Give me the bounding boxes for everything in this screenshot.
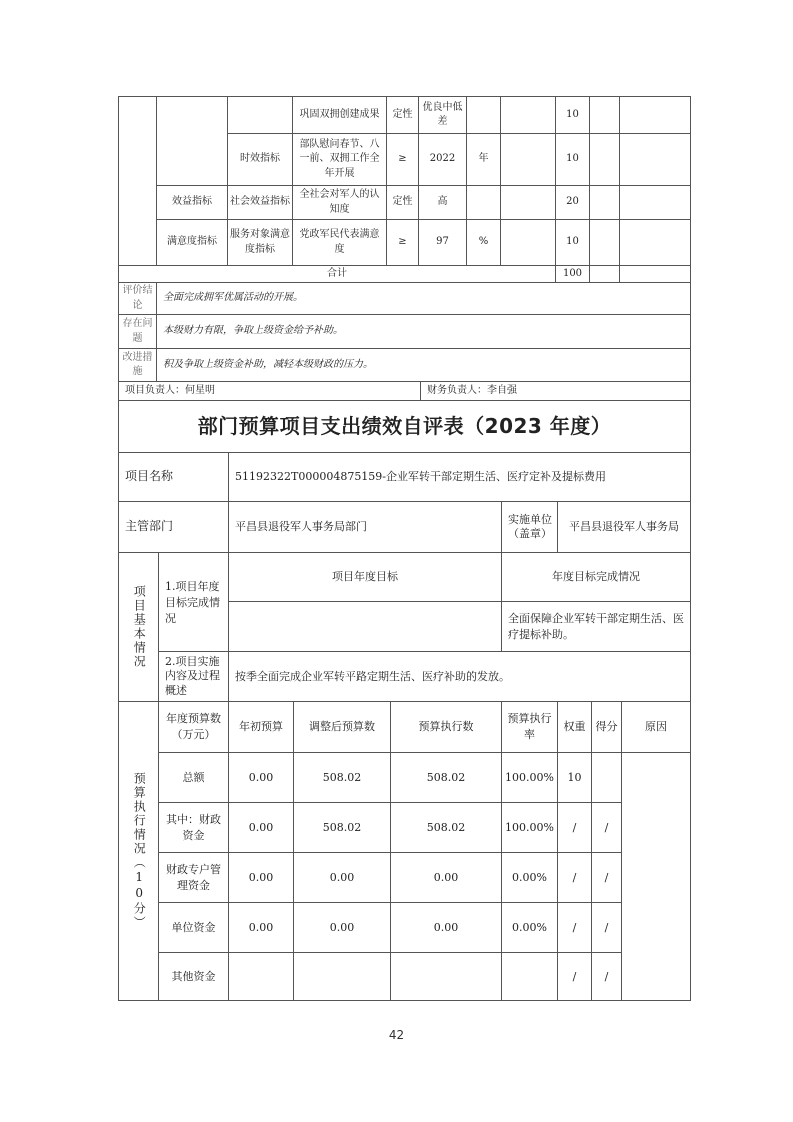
reason-cell: [619, 133, 691, 186]
budget-header: 权重: [557, 701, 592, 753]
budget-initial: [228, 952, 294, 1001]
unit-cell: %: [466, 219, 501, 266]
budget-rate: 100.00%: [501, 752, 558, 803]
budget-weight: /: [557, 952, 592, 1001]
completion-text: 全面保障企业军转干部定期生活、医疗提标补助。: [501, 601, 691, 652]
total-reason: [619, 265, 691, 283]
total-score: [589, 265, 620, 283]
page-number: 42: [388, 1028, 405, 1042]
budget-row-name: 其他资金: [158, 952, 229, 1001]
weight-cell: 10: [555, 219, 590, 266]
indicator-cell: 部队慰问春节、八一前、双拥工作全年开展: [292, 133, 387, 186]
target-cell: 高: [418, 185, 467, 220]
level2-cell: 满意度指标: [156, 219, 228, 266]
actual-cell: [500, 219, 556, 266]
budget-header: 原因: [621, 701, 691, 753]
weight-cell: 10: [555, 96, 590, 134]
score-cell: [589, 133, 620, 186]
budget-score: /: [591, 952, 622, 1001]
budget-adjusted: [293, 952, 391, 1001]
improvements-text: 积及争取上级资金补助，减轻本级财政的压力。: [156, 348, 691, 382]
level1-cell: [118, 96, 157, 266]
problems-label: 存在问题: [118, 314, 157, 349]
budget-weight: 10: [557, 752, 592, 803]
operator-cell: ≥: [386, 219, 419, 266]
score-cell: [589, 219, 620, 266]
level3-cell: [227, 96, 293, 134]
total-label: 合计: [118, 265, 556, 283]
budget-row-name: 总额: [158, 752, 229, 803]
unit-cell: [466, 185, 501, 220]
weight-cell: 10: [555, 133, 590, 186]
budget-header: 调整后预算数: [293, 701, 391, 753]
reason-cell: [619, 219, 691, 266]
target-cell: 97: [418, 219, 467, 266]
target-cell: 优良中低差: [418, 96, 467, 134]
reason-cell: [619, 185, 691, 220]
budget-row-name: 财政专户管理资金: [158, 852, 229, 903]
level3-cell: 时效指标: [227, 133, 293, 186]
goal-label: 1.项目年度目标完成情况: [158, 552, 229, 652]
budget-initial: 0.00: [228, 902, 294, 953]
level3-cell: 服务对象满意度指标: [227, 219, 293, 266]
budget-executed: [390, 952, 502, 1001]
project-leader: 项目负责人：何星明: [118, 381, 421, 401]
budget-reason: [621, 752, 691, 1001]
budget-rate: 0.00%: [501, 902, 558, 953]
budget-initial: 0.00: [228, 852, 294, 903]
finance-leader: 财务负责人：李自强: [420, 381, 691, 401]
budget-executed: 0.00: [390, 902, 502, 953]
budget-section-label: [118, 701, 159, 1001]
level2-cell: [156, 96, 228, 186]
project-name-label: 项目名称: [118, 452, 229, 502]
indicator-cell: 党政军民代表满意度: [292, 219, 387, 266]
budget-header: 得分: [591, 701, 622, 753]
budget-score: /: [591, 902, 622, 953]
dept-value: 平昌县退役军人事务局部门: [228, 501, 502, 553]
impl-unit-label: 实施单位（盖章）: [501, 501, 558, 553]
weight-cell: 20: [555, 185, 590, 220]
content-text: 按季全面完成企业军转平路定期生活、医疗补助的发放。: [228, 651, 691, 702]
budget-adjusted: 508.02: [293, 802, 391, 853]
budget-row-name: 其中：财政资金: [158, 802, 229, 853]
basic-info-section-label: [118, 552, 159, 702]
completion-header: 年度目标完成情况: [501, 552, 691, 602]
budget-weight: /: [557, 802, 592, 853]
budget-header: 预算执行数: [390, 701, 502, 753]
budget-executed: 508.02: [390, 752, 502, 803]
evaluation-text: 全面完成拥军优属活动的开展。: [156, 282, 691, 315]
impl-unit-value: 平昌县退役军人事务局: [557, 501, 691, 553]
budget-score: [591, 752, 622, 803]
level2-cell: 效益指标: [156, 185, 228, 220]
problems-text: 本级财力有限，争取上级资金给予补助。: [156, 314, 691, 349]
budget-weight: /: [557, 852, 592, 903]
budget-header: 年初预算: [228, 701, 294, 753]
operator-cell: 定性: [386, 185, 419, 220]
dept-label: 主管部门: [118, 501, 229, 553]
goal-header: 项目年度目标: [228, 552, 502, 602]
budget-rate: 100.00%: [501, 802, 558, 853]
indicator-cell: 巩固双拥创建成果: [292, 96, 387, 134]
budget-adjusted: 508.02: [293, 752, 391, 803]
budget-header: 年度预算数（万元）: [158, 701, 229, 753]
indicator-cell: 全社会对军人的认知度: [292, 185, 387, 220]
budget-rate: [501, 952, 558, 1001]
total-weight: 100: [555, 265, 590, 283]
project-name-value: 51192322T000004875159-企业军转干部定期生活、医疗定补及提标费用: [228, 452, 691, 502]
budget-section-text: 预算执行情况（10分）: [132, 772, 147, 930]
budget-initial: 0.00: [228, 802, 294, 853]
budget-header: 预算执行率: [501, 701, 558, 753]
budget-weight: /: [557, 902, 592, 953]
budget-adjusted: 0.00: [293, 852, 391, 903]
unit-cell: 年: [466, 133, 501, 186]
goal-text: [228, 601, 502, 652]
unit-cell: [466, 96, 501, 134]
evaluation-label: 评价结论: [118, 282, 157, 315]
operator-cell: 定性: [386, 96, 419, 134]
budget-executed: 508.02: [390, 802, 502, 853]
budget-executed: 0.00: [390, 852, 502, 903]
level3-cell: 社会效益指标: [227, 185, 293, 220]
score-cell: [589, 96, 620, 134]
budget-rate: 0.00%: [501, 852, 558, 903]
operator-cell: ≥: [386, 133, 419, 186]
budget-initial: 0.00: [228, 752, 294, 803]
actual-cell: [500, 133, 556, 186]
reason-cell: [619, 96, 691, 134]
score-cell: [589, 185, 620, 220]
budget-adjusted: 0.00: [293, 902, 391, 953]
content-label: 2.项目实施内容及过程概述: [158, 651, 229, 702]
basic-info-section-text: 项目基本情况: [132, 585, 147, 669]
actual-cell: [500, 96, 556, 134]
improvements-label: 改进措施: [118, 348, 157, 382]
form-title: 部门预算项目支出绩效自评表（2023 年度）: [118, 400, 691, 453]
budget-row-name: 单位资金: [158, 902, 229, 953]
budget-score: /: [591, 802, 622, 853]
budget-score: /: [591, 852, 622, 903]
target-cell: 2022: [418, 133, 467, 186]
actual-cell: [500, 185, 556, 220]
